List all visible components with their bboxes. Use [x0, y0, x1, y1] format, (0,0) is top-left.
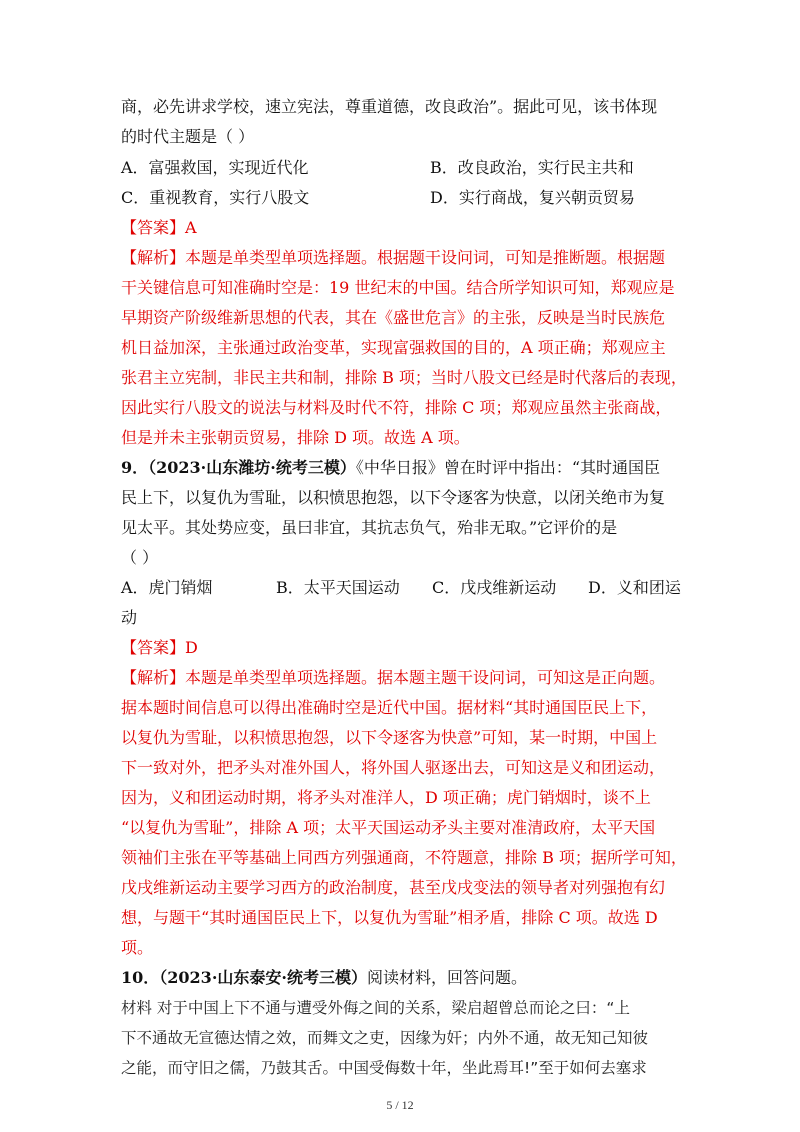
q8-stem-line-1: 商，必先讲求学校，速立宪法，尊重道德，改良政治”。据此可见，该书体现: [121, 97, 658, 116]
q9-stem-first: 《中华日报》曾在时评中指出：“其时通国臣: [355, 458, 661, 477]
q9-analysis-line-3: 以复仇为雪耻，以积愤思抱怨，以下令逐客为快意”可知，某一时期，中国上: [121, 728, 658, 747]
q8-option-a: A．富强救国，实现近代化: [121, 158, 309, 177]
q10-header: [121, 967, 527, 989]
q9-analysis-line-4: 下一致对外，把矛头对准外国人，将外国人驱逐出去，可知这是义和团运动，: [121, 758, 666, 777]
q9-analysis-line-2: 据本题时间信息可以得出准确时空是近代中国。据材料“其时通国臣民上下，: [121, 698, 658, 717]
answer-label: 【答案】: [121, 638, 186, 657]
q10-source: （2023·山东泰安·统考三模）: [159, 968, 367, 987]
q9-option-c: C．戊戌维新运动: [432, 578, 557, 597]
q9-source: （2023·山东潍坊·统考三模）: [148, 458, 356, 477]
q9-analysis-line-1: [121, 667, 665, 689]
q8-analysis-line-2: 干关键信息可知准确时空是：19 世纪末的中国。结合所学知识可知，郑观应是: [121, 278, 675, 297]
q9-analysis-line-6: “以复仇为雪耻”，排除 A 项；太平天国运动矛头主要对准清政府，太平天国: [121, 818, 656, 837]
q9-option-d: D．义和团运: [588, 578, 681, 597]
q9-stem-line-3: （ ）: [121, 548, 159, 567]
q8-stem-line-2: 的时代主题是（ ）: [121, 127, 255, 146]
q9-option-d-wrap: 动: [121, 608, 138, 627]
q9-number: 9．: [121, 458, 149, 477]
q9-analysis-line-10: 项。: [121, 938, 154, 957]
q8-analysis-line-5: 张君主立宪制，非民主共和制，排除 B 项；当时八股文已经是时代落后的表现，: [121, 368, 687, 387]
q9-analysis-line-5: 因为，义和团运动时期，将矛头对准洋人，D 项正确；虎门销烟时，谈不上: [121, 788, 651, 807]
q10-material-line-1: 材料 对于中国上下不通与遭受外侮之间的关系，梁启超曾总而论之曰：“上: [121, 999, 630, 1017]
answer-label: 【答案】: [121, 218, 186, 237]
q9-analysis-line-9: 想，与题干“其时通国臣民上下，以复仇为雪耻”相矛盾，排除 C 项。故选 D: [121, 908, 658, 927]
q8-analysis-line-4: 机日益加深，主张通过政治变革，实现富强救国的目的，A 项正确；郑观应主: [121, 338, 666, 357]
q8-analysis-line-3: 早期资产阶级维新思想的代表，其在《盛世危言》的主张，反映是当时民族危: [121, 308, 666, 327]
answer-value: A: [185, 218, 197, 237]
page-number: 5 / 12: [386, 1098, 414, 1112]
q10-number: 10．: [121, 968, 160, 987]
q9-analysis-line-7: 领袖们主张在平等基础上同西方列强通商，不符题意，排除 B 项；据所学可知，: [121, 848, 687, 867]
q10-material-line-2: 下不通故无宣德达情之效，而舞文之吏，因缘为奸；内外不通，故无知己知彼: [121, 1029, 649, 1047]
q9-option-a: A．虎门销烟: [121, 578, 213, 597]
answer-value: D: [185, 638, 198, 657]
q8-option-d: D．实行商战，复兴朝贡贸易: [430, 188, 635, 207]
q9-stem-line-1: 民上下，以复仇为雪耻，以积愤思抱怨，以下令逐客为快意，以闭关绝市为复: [121, 488, 666, 507]
q10-prompt: 阅读材料，回答问题。: [366, 968, 527, 987]
q8-analysis-line-1: [121, 247, 665, 269]
analysis-text: 本题是单类型单项选择题。据本题主题干设问词，可知这是正向题。: [185, 668, 666, 687]
analysis-label: 【解析】: [121, 248, 186, 267]
q10-material-line-3: 之能，而守旧之儒，乃鼓其舌。中国受侮数十年，坐此焉耳!”至于如何去塞求: [121, 1059, 647, 1077]
q8-answer: [121, 217, 197, 239]
q9-header: [121, 457, 660, 479]
q8-analysis-line-7: 但是并未主张朝贡贸易，排除 D 项。故选 A 项。: [121, 428, 470, 447]
q8-option-c: C．重视教育，实行八股文: [121, 188, 310, 207]
q9-answer: [121, 637, 198, 659]
q8-option-b: B．改良政治，实行民主共和: [430, 158, 634, 177]
q9-analysis-line-8: 戊戌维新运动主要学习西方的政治制度，甚至戊戌变法的领导者对列强抱有幻: [121, 878, 666, 897]
q8-analysis-line-6: 因此实行八股文的说法与材料及时代不符，排除 C 项；郑观应虽然主张商战，: [121, 398, 672, 417]
analysis-text: 本题是单类型单项选择题。根据题干设问词，可知是推断题。根据题: [185, 248, 666, 267]
q9-stem-line-2: 见太平。其处势应变，虽曰非宜，其抗志负气，殆非无取。”它评价的是: [121, 518, 618, 537]
q9-option-b: B．太平天国运动: [276, 578, 400, 597]
analysis-label: 【解析】: [121, 668, 186, 687]
